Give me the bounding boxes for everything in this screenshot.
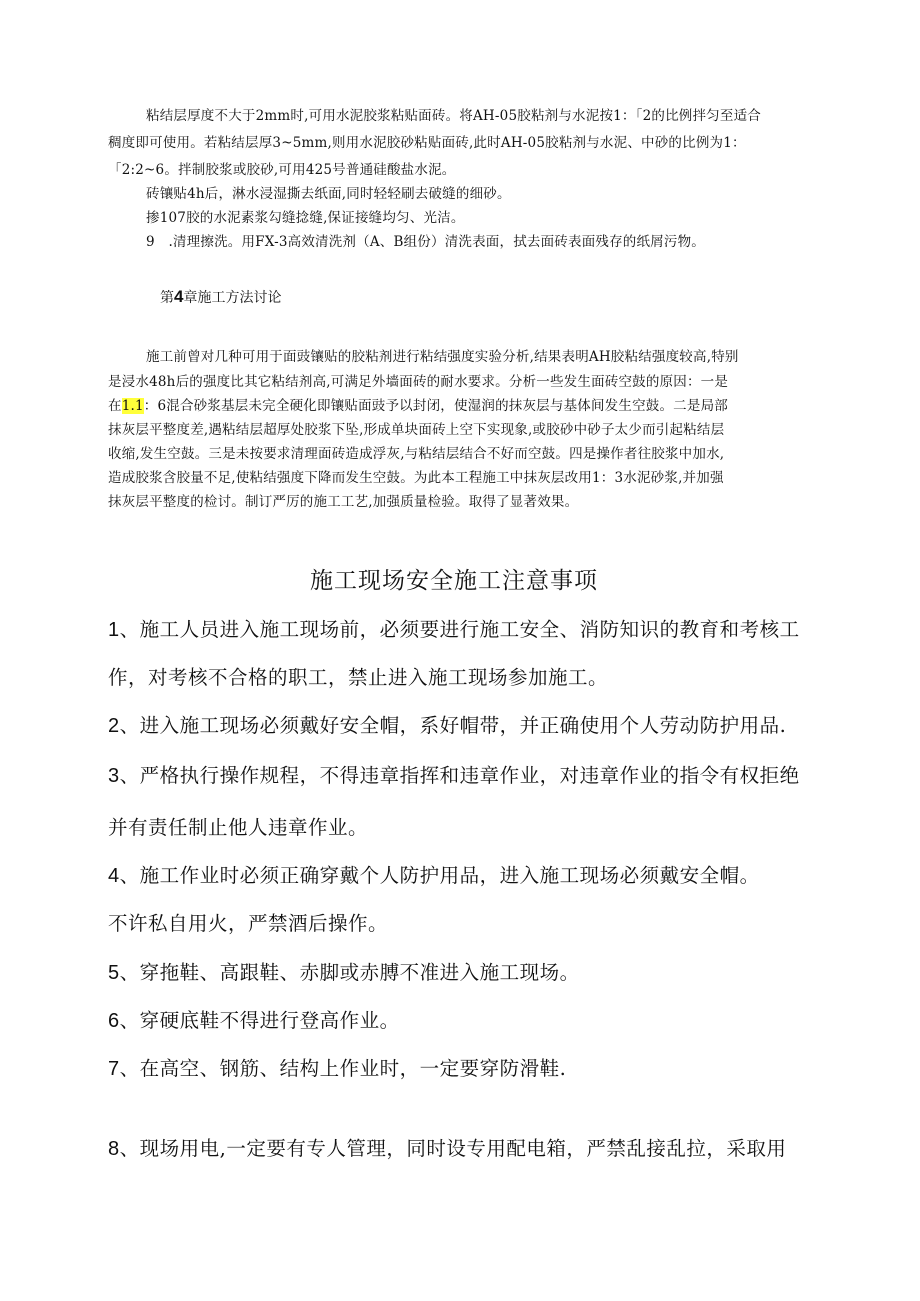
paragraph-line: 造成胶浆含胶量不足,使粘结强度下降而发生空鼓。为此本工程施工中抹灰层改用1：3水泥砂浆,并加强 <box>108 470 724 486</box>
chapter-number: 4 <box>174 287 184 306</box>
list-item <box>108 957 580 985</box>
paragraph-line: 稠度即可使用。若粘结层厚3~5mm,则用水泥胶砂粘贴面砖,此时AH-05胶粘剂与水泥、中砂的比例为1： <box>108 135 746 151</box>
item-number: 1 <box>108 619 120 641</box>
text-segment: ：6混合砂浆基层未完全硬化即镶贴面豉予以封闭，使湿润的抹灰层与基体间发生空鼓。二是局部 <box>143 398 728 414</box>
paragraph-line: 收缩,发生空鼓。三是未按要求清理面砖造成浮灰,与粘结层结合不好而空鼓。四是操作者往胶浆中加水, <box>108 446 725 462</box>
list-item <box>108 1133 786 1161</box>
item-text: 、进入施工现场必须戴好安全帽，系好帽带，并正确使用个人劳动防护用品. <box>119 714 787 737</box>
paragraph-line: 施工前曾对几种可用于面豉镶贴的胶粘剂进行粘结强度实验分析,结果表明AH胶粘结强度较高,特别 <box>146 349 739 365</box>
list-item <box>108 1053 566 1081</box>
paragraph-line: 「2:2~6。拌制胶浆或胶砂,可用425号普通硅酸盐水泥。 <box>108 162 456 178</box>
paragraph-line: 是浸水48h后的强度比其它粘结剂高,可满足外墙面砖的耐水要求。分析一些发生面砖空鼓的原因：一是 <box>108 374 729 390</box>
list-item <box>108 760 800 788</box>
item-number: 6 <box>108 1010 120 1032</box>
section-title: 施工现场安全施工注意事项 <box>310 568 598 594</box>
list-item-continuation: 不许私自用火，严禁酒后操作。 <box>108 912 389 935</box>
paragraph-line: 抹灰层平整度差,遇粘结层超厚处胶浆下坠,形成单块面砖上空下实现象,或胶砂中砂子太少而引起粘结层 <box>108 422 725 438</box>
list-item-continuation: 并有责任制止他人违章作业。 <box>108 816 369 839</box>
item-number: 7 <box>108 1058 120 1080</box>
paragraph-line <box>108 394 728 414</box>
paragraph-line: 9 .清理擦洗。用FX-3高效清洗剂（A、B组份）清洗表面，拭去面砖表面残存的纸屑污物。 <box>146 234 705 250</box>
item-number: 8 <box>108 1138 120 1160</box>
paragraph-line: 抹灰层平整度的检讨。制订严厉的施工工艺,加强质量检验。取得了显著效果。 <box>108 494 579 510</box>
item-text: 、现场用电,一定要有专人管理，同时设专用配电箱，严禁乱接乱拉，采取用 <box>119 1137 787 1160</box>
item-number: 2 <box>108 715 120 737</box>
list-item-continuation: 作，对考核不合格的职工，禁止进入施工现场参加施工。 <box>108 666 609 689</box>
item-text: 、施工人员进入施工现场前，必须要进行施工安全、消防知识的教育和考核工 <box>119 618 800 641</box>
item-number: 4 <box>108 865 120 887</box>
item-number: 3 <box>108 765 120 787</box>
text-segment: 在 <box>108 398 122 414</box>
highlighted-text: 1.1 <box>121 398 144 414</box>
chapter-heading <box>160 287 281 307</box>
item-number: 5 <box>108 962 120 984</box>
item-text: 、穿硬底鞋不得进行登高作业。 <box>119 1009 400 1032</box>
list-item <box>108 614 800 642</box>
list-item <box>108 860 760 888</box>
item-text: 、在高空、钢筋、结构上作业时，一定要穿防滑鞋. <box>119 1057 567 1080</box>
list-item <box>108 1005 400 1033</box>
chapter-prefix: 第 <box>160 290 174 306</box>
paragraph-line: 掺107胶的水泥素浆勾缝捻缝,保证接缝均匀、光洁。 <box>146 210 465 226</box>
paragraph-line: 砖镶贴4h后，淋水浸湿撕去纸面,同时轻轻刷去破缝的细砂。 <box>146 186 511 202</box>
item-text: 、穿拖鞋、高跟鞋、赤脚或赤膊不准进入施工现场。 <box>119 961 580 984</box>
item-text: 、严格执行操作规程，不得违章指挥和违章作业，对违章作业的指令有权拒绝 <box>119 764 800 787</box>
chapter-title: 章施工方法讨论 <box>183 290 282 306</box>
item-text: 、施工作业时必须正确穿戴个人防护用品，进入施工现场必须戴安全帽。 <box>119 864 760 887</box>
paragraph-line: 粘结层厚度不大于2mm时,可用水泥胶浆粘贴面砖。将AH-05胶粘剂与水泥按1：「2的比例拌匀至适合 <box>146 108 761 124</box>
list-item <box>108 710 786 738</box>
